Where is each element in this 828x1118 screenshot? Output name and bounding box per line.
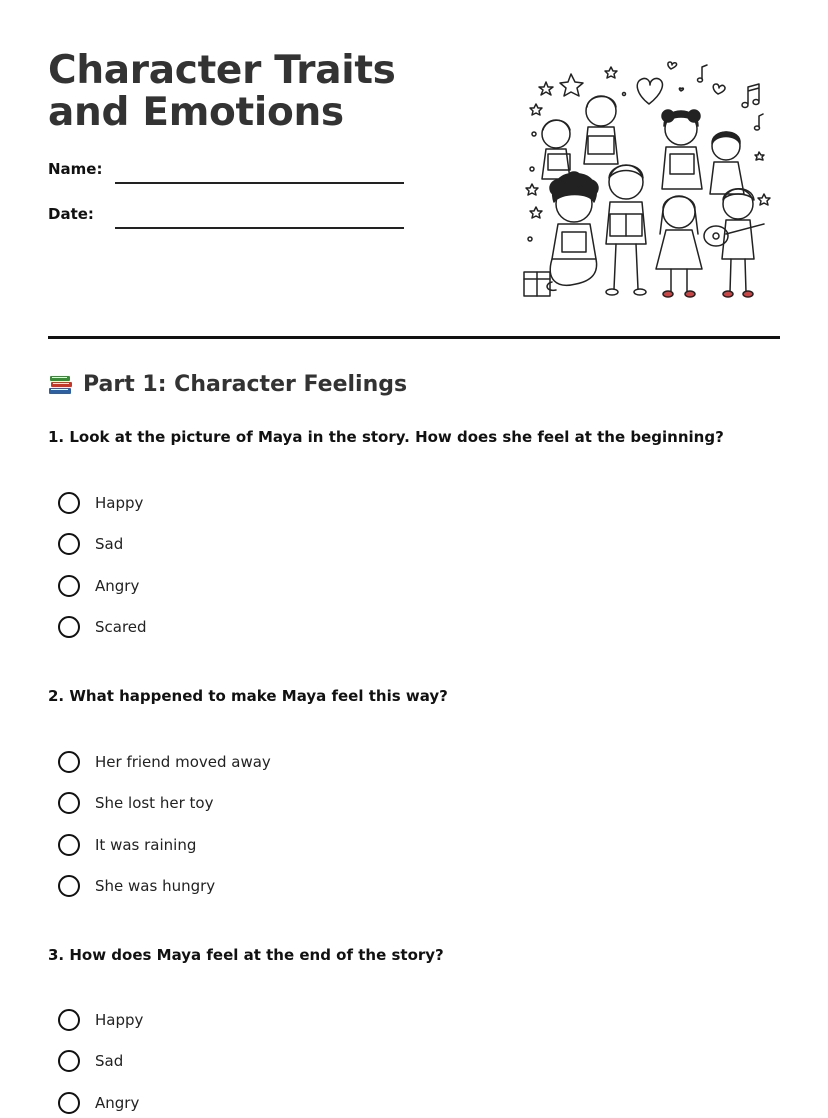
q2-option-4[interactable] — [58, 875, 215, 897]
radio-button[interactable] — [58, 1009, 80, 1031]
q2-option-1[interactable] — [58, 751, 271, 773]
name-field[interactable] — [48, 160, 404, 178]
worksheet-header — [48, 50, 428, 134]
section-title: Part 1: Character Feelings — [83, 372, 408, 397]
radio-button[interactable] — [58, 1092, 80, 1114]
option-label: Sad — [95, 1052, 124, 1070]
question-1: 1. Look at the picture of Maya in the story. How does she feel at the beginning? — [48, 428, 724, 446]
q2-option-2[interactable] — [58, 792, 213, 814]
option-label: Her friend moved away — [95, 753, 271, 771]
option-label: She was hungry — [95, 877, 216, 895]
q3-option-1[interactable] — [58, 1009, 143, 1031]
radio-button[interactable] — [58, 533, 80, 555]
radio-button[interactable] — [58, 792, 80, 814]
heart-icon — [637, 78, 662, 104]
radio-button[interactable] — [58, 875, 80, 897]
option-label: She lost her toy — [95, 794, 214, 812]
q1-option-3[interactable] — [58, 575, 139, 597]
section-heading — [48, 372, 407, 397]
question-3: 3. How does Maya feel at the end of the story? — [48, 946, 444, 964]
q1-option-1[interactable] — [58, 492, 143, 514]
radio-button[interactable] — [58, 616, 80, 638]
radio-button[interactable] — [58, 575, 80, 597]
radio-button[interactable] — [58, 1050, 80, 1072]
q1-option-4[interactable] — [58, 616, 147, 638]
page-title: Character Traits and Emotions — [48, 48, 396, 135]
option-label: Angry — [95, 577, 140, 595]
books-icon — [48, 373, 74, 397]
children-illustration — [516, 54, 776, 304]
radio-button[interactable] — [58, 834, 80, 856]
q3-option-2[interactable] — [58, 1050, 123, 1072]
question-2: 2. What happened to make Maya feel this way? — [48, 687, 448, 705]
option-label: It was raining — [95, 836, 197, 854]
option-label: Angry — [95, 1094, 140, 1112]
q1-option-2[interactable] — [58, 533, 123, 555]
option-label: Sad — [95, 535, 124, 553]
date-label: Date: — [48, 205, 94, 223]
radio-button[interactable] — [58, 751, 80, 773]
date-line[interactable] — [115, 227, 404, 229]
name-line[interactable] — [115, 182, 404, 184]
date-field[interactable] — [48, 205, 404, 223]
option-label: Scared — [95, 618, 147, 636]
q3-option-3[interactable] — [58, 1092, 139, 1114]
q2-option-3[interactable] — [58, 834, 196, 856]
name-label: Name: — [48, 160, 103, 178]
radio-button[interactable] — [58, 492, 80, 514]
option-label: Happy — [95, 1011, 144, 1029]
option-label: Happy — [95, 494, 144, 512]
header-divider — [48, 336, 780, 339]
